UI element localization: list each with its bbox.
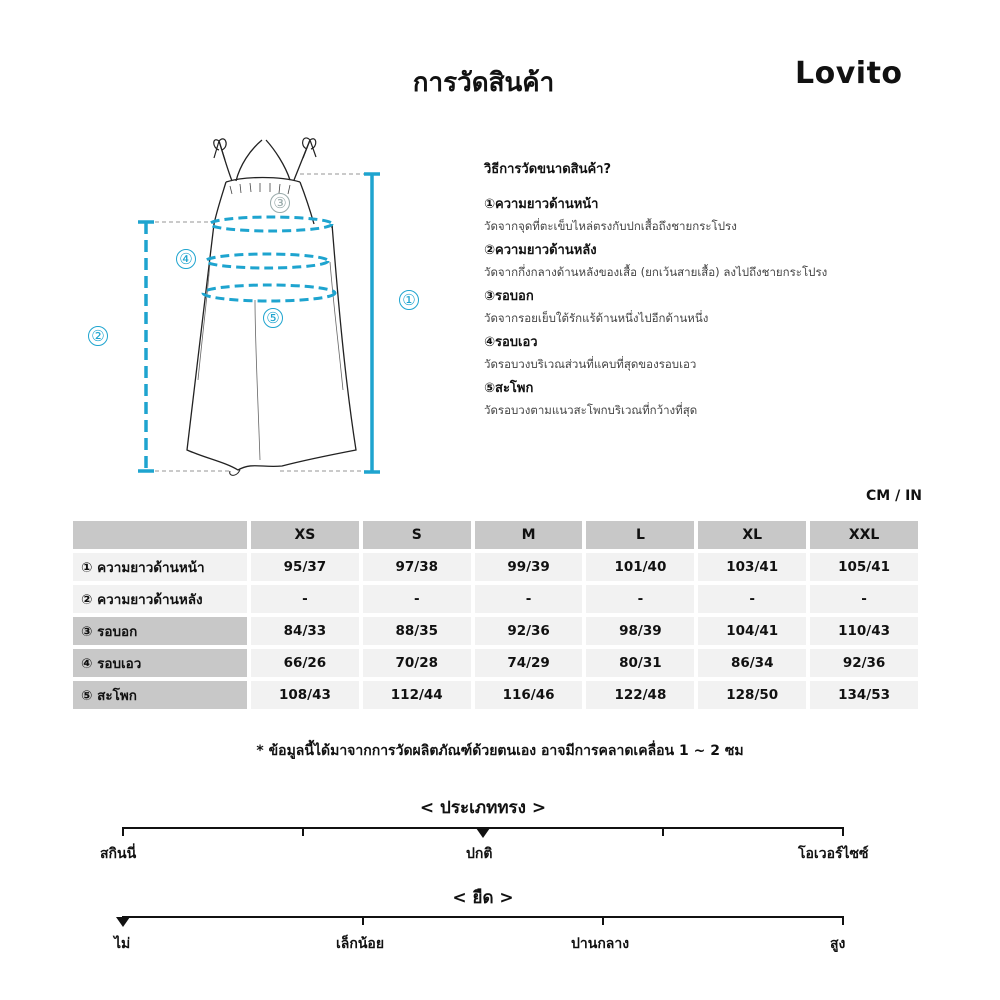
step-front-length-desc: วัดจากจุดที่ตะเข็บไหล่ตรงกับปกเสื้อถึงชายกระโปรง — [484, 219, 737, 233]
table-row — [73, 553, 918, 581]
label-front-length-number: ① — [399, 290, 419, 310]
stretch-scale-tick — [602, 916, 604, 925]
stretch-scale-title: < ยืด > — [452, 888, 514, 908]
instructions-title: วิธีการวัดขนาดสินค้า? — [484, 162, 612, 177]
fit-scale-tick — [662, 827, 664, 836]
table-cell: 97/38 — [363, 553, 471, 581]
label-hip-number: ⑤ — [263, 308, 283, 328]
table-cell: 86/34 — [698, 649, 806, 677]
stretch-selected-marker-icon — [116, 917, 130, 927]
table-cell: 80/31 — [586, 649, 694, 677]
table-cell: 66/26 — [251, 649, 359, 677]
table-cell: 74/29 — [475, 649, 583, 677]
row-label: ③ รอบอก — [73, 617, 247, 645]
fit-label-skinny: สกินนี่ — [100, 846, 137, 862]
row-label: ⑤ สะโพก — [73, 681, 247, 709]
label-chest-number: ③ — [270, 193, 290, 213]
measure-instructions — [484, 158, 984, 422]
size-header: S — [363, 521, 471, 549]
table-cell: 101/40 — [586, 553, 694, 581]
page-title: การวัดสินค้า — [412, 68, 555, 98]
fit-scale-tick — [302, 827, 304, 836]
fit-scale-title: < ประเภททรง > — [419, 798, 547, 818]
unit-label: CM / IN — [866, 488, 922, 504]
step-front-length-name: ①ความยาวด้านหน้า — [484, 197, 599, 212]
fit-label-regular: ปกติ — [466, 846, 493, 862]
fit-scale-tick — [842, 827, 844, 836]
stretch-scale-tick — [842, 916, 844, 925]
table-cell: 92/36 — [475, 617, 583, 645]
step-waist-desc: วัดรอบวงบริเวณส่วนที่แคบที่สุดของรอบเอว — [484, 357, 697, 371]
fit-label-oversize: โอเวอร์ไซซ์ — [798, 846, 869, 862]
table-row — [73, 617, 918, 645]
table-cell: 104/41 — [698, 617, 806, 645]
row-label: ④ รอบเอว — [73, 649, 247, 677]
size-header: XXL — [810, 521, 918, 549]
table-row — [73, 585, 918, 613]
table-cell: 98/39 — [586, 617, 694, 645]
table-cell: 116/46 — [475, 681, 583, 709]
stretch-scale-tick — [362, 916, 364, 925]
step-chest-desc: วัดจากรอยเย็บใต้รักแร้ด้านหนึ่งไปอีกด้านหนึ่ง — [484, 311, 709, 325]
table-cell: 105/41 — [810, 553, 918, 581]
table-cell: 99/39 — [475, 553, 583, 581]
stretch-label-slight: เล็กน้อย — [336, 936, 385, 952]
size-header: XL — [698, 521, 806, 549]
table-cell: 92/36 — [810, 649, 918, 677]
table-cell: 108/43 — [251, 681, 359, 709]
size-header: M — [475, 521, 583, 549]
stretch-scale-line — [122, 916, 844, 918]
step-hip-desc: วัดรอบวงตามแนวสะโพกบริเวณที่กว้างที่สุด — [484, 403, 698, 417]
table-cell: - — [363, 585, 471, 613]
table-row — [73, 681, 918, 709]
size-header-row — [73, 521, 918, 549]
dress-illustration — [0, 0, 470, 490]
stretch-label-medium: ปานกลาง — [571, 936, 630, 952]
step-back-length-name: ②ความยาวด้านหลัง — [484, 243, 597, 258]
table-row — [73, 649, 918, 677]
table-cell: - — [698, 585, 806, 613]
measurement-note: * ข้อมูลนี้ได้มาจากการวัดผลิตภัณฑ์ด้วยตนเอง อาจมีการคลาดเคลื่อน 1 ~ 2 ซม — [256, 743, 744, 759]
brand-logo: Lovito — [795, 56, 903, 91]
size-header: L — [586, 521, 694, 549]
table-cell: 134/53 — [810, 681, 918, 709]
table-cell: 95/37 — [251, 553, 359, 581]
table-cell: 103/41 — [698, 553, 806, 581]
header-corner — [73, 521, 247, 549]
table-cell: - — [810, 585, 918, 613]
row-label: ② ความยาวด้านหลัง — [73, 585, 247, 613]
stretch-label-none: ไม่ — [114, 936, 131, 952]
label-waist-number: ④ — [176, 249, 196, 269]
table-cell: 88/35 — [363, 617, 471, 645]
step-hip-name: ⑤สะโพก — [484, 381, 534, 396]
label-back-length-number: ② — [88, 326, 108, 346]
step-back-length-desc: วัดจากกึ่งกลางด้านหลังของเสื้อ (ยกเว้นสายเสื้อ) ลงไปถึงชายกระโปรง — [484, 265, 828, 279]
table-cell: - — [586, 585, 694, 613]
table-cell: 70/28 — [363, 649, 471, 677]
stretch-label-high: สูง — [830, 936, 846, 952]
row-label: ① ความยาวด้านหน้า — [73, 553, 247, 581]
step-chest-name: ③รอบอก — [484, 289, 534, 304]
table-cell: 122/48 — [586, 681, 694, 709]
table-cell: 112/44 — [363, 681, 471, 709]
fit-scale-tick — [122, 827, 124, 836]
size-header: XS — [251, 521, 359, 549]
table-cell: 84/33 — [251, 617, 359, 645]
table-cell: 128/50 — [698, 681, 806, 709]
table-cell: - — [475, 585, 583, 613]
size-table — [69, 517, 922, 713]
step-waist-name: ④รอบเอว — [484, 335, 538, 350]
table-cell: 110/43 — [810, 617, 918, 645]
fit-selected-marker-icon — [476, 828, 490, 838]
table-cell: - — [251, 585, 359, 613]
